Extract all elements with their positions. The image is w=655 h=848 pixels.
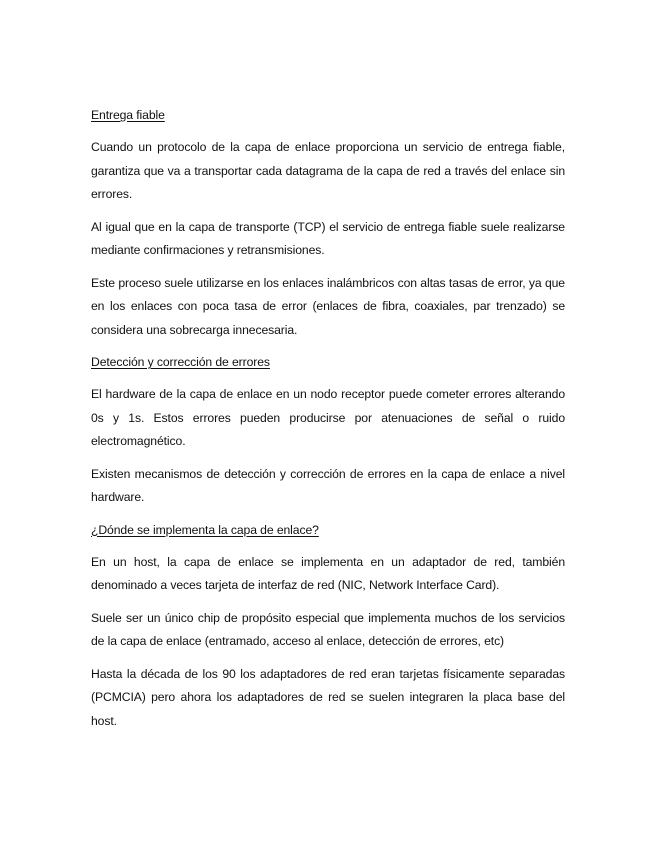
paragraph: Suele ser un único chip de propósito especial que implementa muchos de los servicios de la capa de enlace (entramado, acceso al enlace, detección de errores, etc) [91, 610, 565, 648]
document-page [91, 104, 565, 742]
section-heading: ¿Dónde se implementa la capa de enlace? [91, 522, 319, 537]
section-entrega-fiable [91, 104, 565, 342]
section-donde-implementa [91, 519, 565, 734]
paragraph: Existen mecanismos de detección y corrección de errores en la capa de enlace a nivel hardware. [91, 466, 565, 504]
paragraph: Al igual que en la capa de transporte (TCP) el servicio de entrega fiable suele realizarse mediante confirmaciones y retransmisiones. [91, 219, 565, 257]
paragraph: Cuando un protocolo de la capa de enlace proporciona un servicio de entrega fiable, garantiza que va a transportar cada datagrama de la capa de red a través del enlace sin errores. [91, 140, 565, 201]
section-heading: Detección y corrección de errores [91, 355, 270, 369]
paragraph: Hasta la década de los 90 los adaptadores de red eran tarjetas físicamente separadas (PCMCIA) pero ahora los adaptadores de red se suelen integraren la placa base del host. [91, 666, 565, 728]
paragraph: El hardware de la capa de enlace en un nodo receptor puede cometer errores alterando 0s y 1s. Estos errores pueden producirse por atenuaciones de señal o ruido electromagnético. [91, 387, 565, 448]
section-heading: Entrega fiable [91, 108, 165, 122]
paragraph: Este proceso suele utilizarse en los enlaces inalámbricos con altas tasas de error, ya que en los enlaces con poca tasa de error (enlaces de fibra, coaxiales, par trenzado) se considera una sobrecarga innecesaria. [91, 275, 565, 337]
paragraph: En un host, la capa de enlace se implementa en un adaptador de red, también denominado a veces tarjeta de interfaz de red (NIC, Network Interface Card). [91, 554, 565, 592]
section-deteccion-errores [91, 351, 565, 510]
